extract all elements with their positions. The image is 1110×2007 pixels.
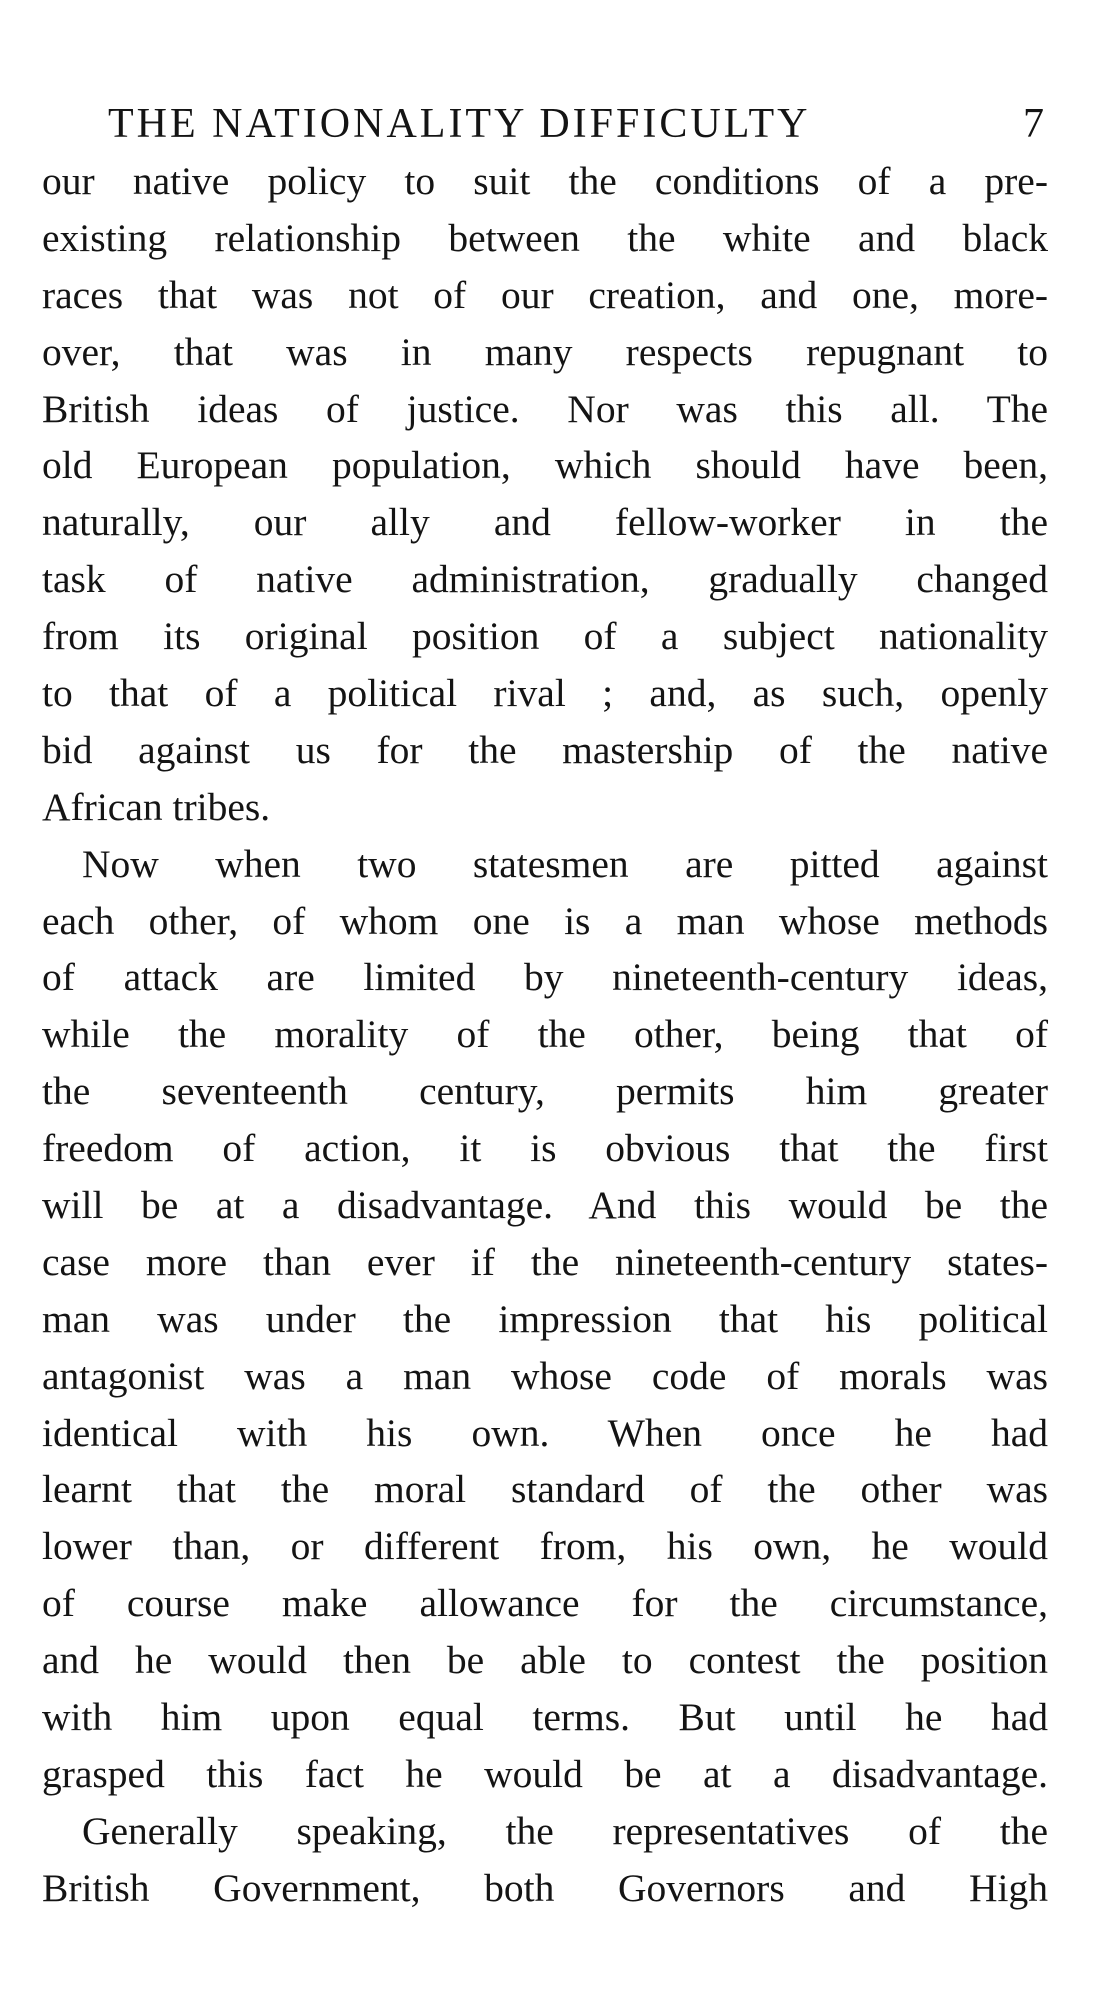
text-line: Generally speaking, the representatives of the — [82, 1808, 1048, 1853]
text-line: naturally, our ally and fellow-worker in the — [42, 500, 1048, 545]
text-line: British ideas of justice. Nor was this all. The — [42, 386, 1048, 431]
text-line: existing relationship between the white and black — [42, 215, 1048, 260]
text-line: old European population, which should have been, — [42, 443, 1048, 488]
text-line: our native policy to suit the conditions of a pre- — [42, 159, 1048, 203]
text-line: and he would then be able to contest the position — [42, 1638, 1048, 1683]
text-line: task of native administration, gradually changed — [42, 557, 1048, 602]
book-page — [42, 96, 1048, 1917]
text-line: identical with his own. When once he had — [42, 1410, 1048, 1455]
text-line: lower than, or different from, his own, he would — [42, 1524, 1048, 1569]
text-line: will be at a disadvantage. And this would be the — [42, 1183, 1048, 1228]
text-line: antagonist was a man whose code of morals was — [42, 1353, 1048, 1398]
text-line: each other, of whom one is a man whose methods — [42, 898, 1048, 943]
text-line: Now when two statesmen are pitted against — [82, 841, 1048, 886]
body-text — [42, 153, 1048, 1917]
paragraph — [42, 153, 1048, 836]
text-line: the seventeenth century, permits him greater — [42, 1069, 1048, 1114]
text-line: of course make allowance for the circumstance, — [42, 1581, 1048, 1626]
text-line: freedom of action, it is obvious that the first — [42, 1126, 1048, 1171]
text-line: of attack are limited by nineteenth-century ideas, — [42, 955, 1048, 1000]
text-line: from its original position of a subject nationality — [42, 614, 1048, 659]
paragraph — [42, 836, 1048, 1803]
paragraph — [42, 1803, 1048, 1917]
text-line: case more than ever if the nineteenth-century states- — [42, 1239, 1048, 1284]
text-line: British Government, both Governors and High — [42, 1865, 1048, 1910]
text-line: man was under the impression that his political — [42, 1296, 1048, 1341]
text-line: races that was not of our creation, and one, more- — [42, 272, 1048, 317]
text-line: while the morality of the other, being that of — [42, 1012, 1048, 1057]
text-line: over, that was in many respects repugnant to — [42, 329, 1048, 374]
text-line: grasped this fact he would be at a disadvantage. — [42, 1751, 1048, 1796]
running-header — [42, 96, 1048, 152]
text-line: with him upon equal terms. But until he had — [42, 1695, 1048, 1740]
text-line: to that of a political rival ; and, as such, openly — [42, 671, 1048, 716]
running-head-title: THE NATIONALITY DIFFICULTY — [108, 101, 811, 147]
text-line: bid against us for the mastership of the native — [42, 727, 1048, 772]
text-line: learnt that the moral standard of the other was — [42, 1467, 1048, 1512]
page-number: 7 — [1023, 101, 1044, 147]
text-line: African tribes. — [42, 784, 271, 829]
